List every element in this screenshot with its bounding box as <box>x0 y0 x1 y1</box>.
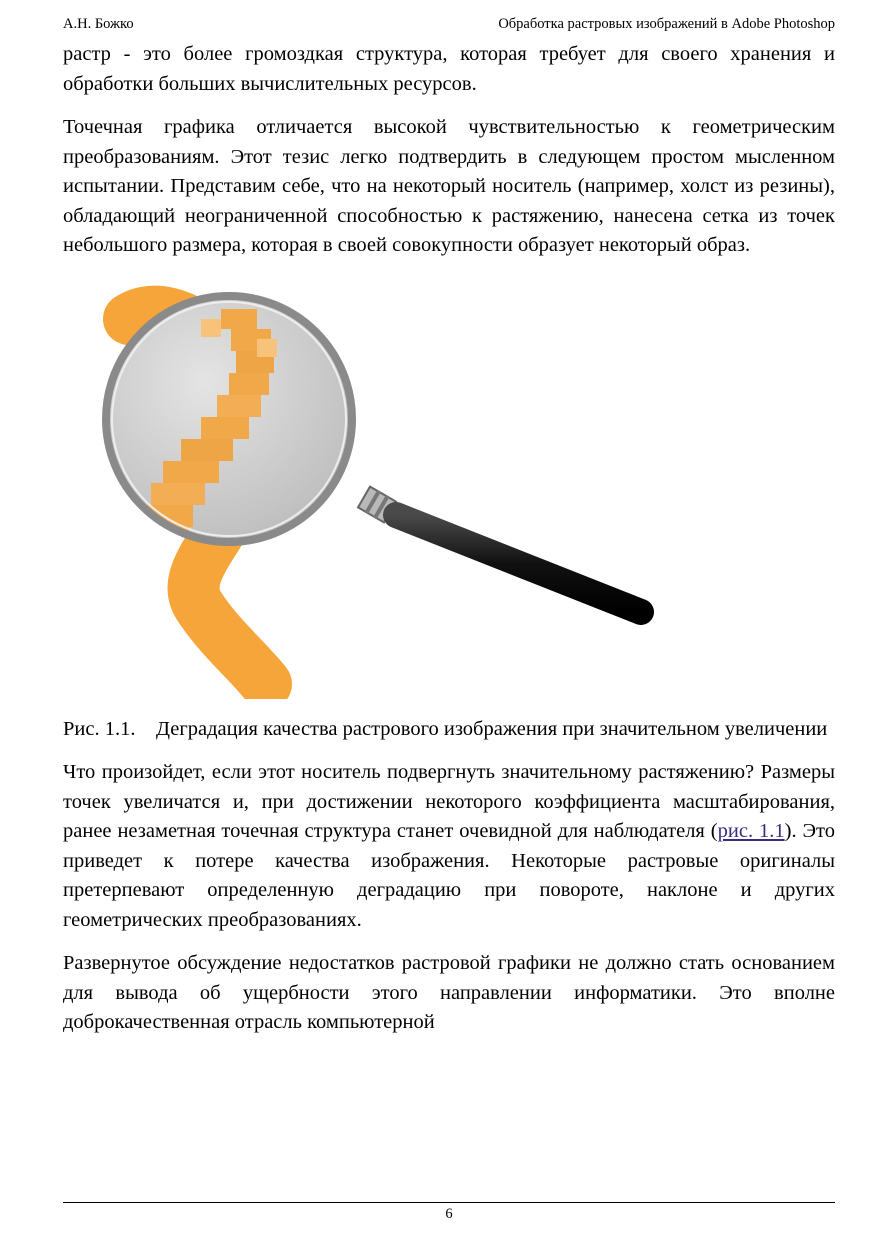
caption-label: Рис. 1.1. <box>63 717 136 740</box>
figure-reference-link[interactable]: рис. 1.1 <box>717 820 785 842</box>
paragraph-3-text-b: ). Это приведет к потере качества изображения. Некоторые растровые оригиналы претерпевают определенную деградацию при повороте, наклоне и других геометрических преобразованиях. <box>63 820 835 931</box>
paragraph-4: Развернутое обсуждение недостатков растровой графики не должно стать основанием для вывода об ущербности этого направлении информатики. Это вполне доброкачественная отрасль компьютерной <box>63 952 835 1033</box>
figure-caption <box>63 715 835 745</box>
header-author: А.Н. Божко <box>63 16 134 32</box>
page-number: 6 <box>445 1206 453 1222</box>
paragraph-3-text-a: Что произойдет, если этот носитель подвергнуть значительному растяжению? Размеры точек увеличатся и, при достижении некоторого коэффициента масштабирования, ранее незаметная точечная структура станет очевидной для наблюдателя ( <box>63 761 835 842</box>
paragraph-3 <box>63 758 835 935</box>
caption-text: Деградация качества растрового изображения при значительном увеличении <box>155 717 828 740</box>
page-content <box>63 40 835 1038</box>
magnifier-handle <box>396 515 641 612</box>
footer-divider <box>63 1202 835 1203</box>
figure-magnifier <box>81 279 681 699</box>
page-header <box>63 16 835 36</box>
header-book-title: Обработка растровых изображений в Adobe Photoshop <box>498 16 835 32</box>
paragraph-1: растр - это более громоздкая структура, которая требует для своего хранения и обработки больших вычислительных ресурсов. <box>63 43 835 95</box>
paragraph-2: Точечная графика отличается высокой чувствительностью к геометрическим преобразованиям. Этот тезис легко подтвердить в следующем простом мысленном испытании. Представим себе, что на некоторый носитель (например, холст из резины), обладающий неограниченной способностью к растяжению, нанесена сетка из точек небольшого размера, которая в своей совокупности образует некоторый образ. <box>63 116 835 256</box>
magnifier-illustration <box>81 279 681 699</box>
